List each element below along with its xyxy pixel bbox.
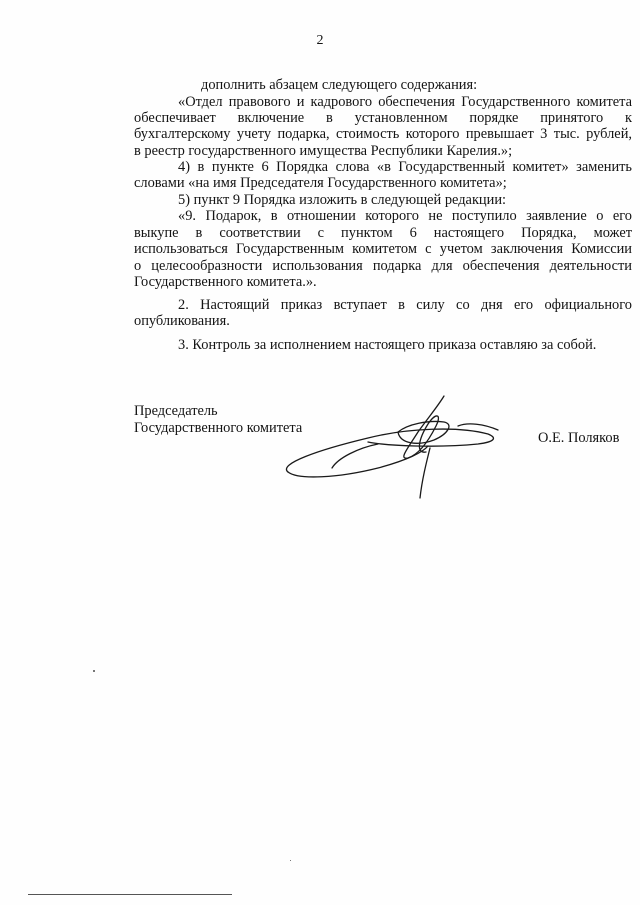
- signatory-position-line2: Государственного комитета: [134, 420, 303, 436]
- body-line: словами «на имя Председателя Государственного комитета»;: [134, 175, 507, 191]
- body-line: дополнить абзацем следующего содержания:: [201, 77, 478, 93]
- body-line: о целесообразности использования подарка для обеспечения деятельности: [134, 258, 632, 274]
- body-line: использоваться Государственным комитетом с учетом заключения Комиссии: [134, 241, 632, 257]
- signatory-name: О.Е. Поляков: [538, 430, 620, 446]
- footer-rule: [28, 894, 232, 895]
- body-line: обеспечивает включение в установленном порядке принятого к: [134, 110, 632, 126]
- scan-speck: [93, 670, 95, 672]
- body-line: бухгалтерскому учету подарка, стоимость которого превышает 3 тыс. рублей,: [134, 126, 632, 142]
- body-line: «9. Подарок, в отношении которого не поступило заявление о его: [178, 208, 632, 224]
- body-line: 5) пункт 9 Порядка изложить в следующей редакции:: [178, 192, 507, 208]
- page-number: 2: [316, 33, 324, 48]
- body-line: в реестр государственного имущества Республики Карелия.»;: [134, 143, 513, 159]
- body-line: выкупе в соответствии с пунктом 6 настоящего Порядка, может: [134, 225, 632, 241]
- body-line: 2. Настоящий приказ вступает в силу со дня его официального: [178, 297, 632, 313]
- handwritten-signature: [258, 388, 508, 506]
- body-line: 3. Контроль за исполнением настоящего приказа оставляю за собой.: [178, 337, 597, 353]
- body-line: опубликования.: [134, 313, 230, 329]
- body-line: Государственного комитета.».: [134, 274, 317, 290]
- scan-speck: [290, 860, 291, 861]
- body-line: «Отдел правового и кадрового обеспечения Государственного комитета: [178, 94, 632, 110]
- signatory-position-line1: Председатель: [134, 403, 218, 419]
- body-line: 4) в пункте 6 Порядка слова «в Государственный комитет» заменить: [178, 159, 632, 175]
